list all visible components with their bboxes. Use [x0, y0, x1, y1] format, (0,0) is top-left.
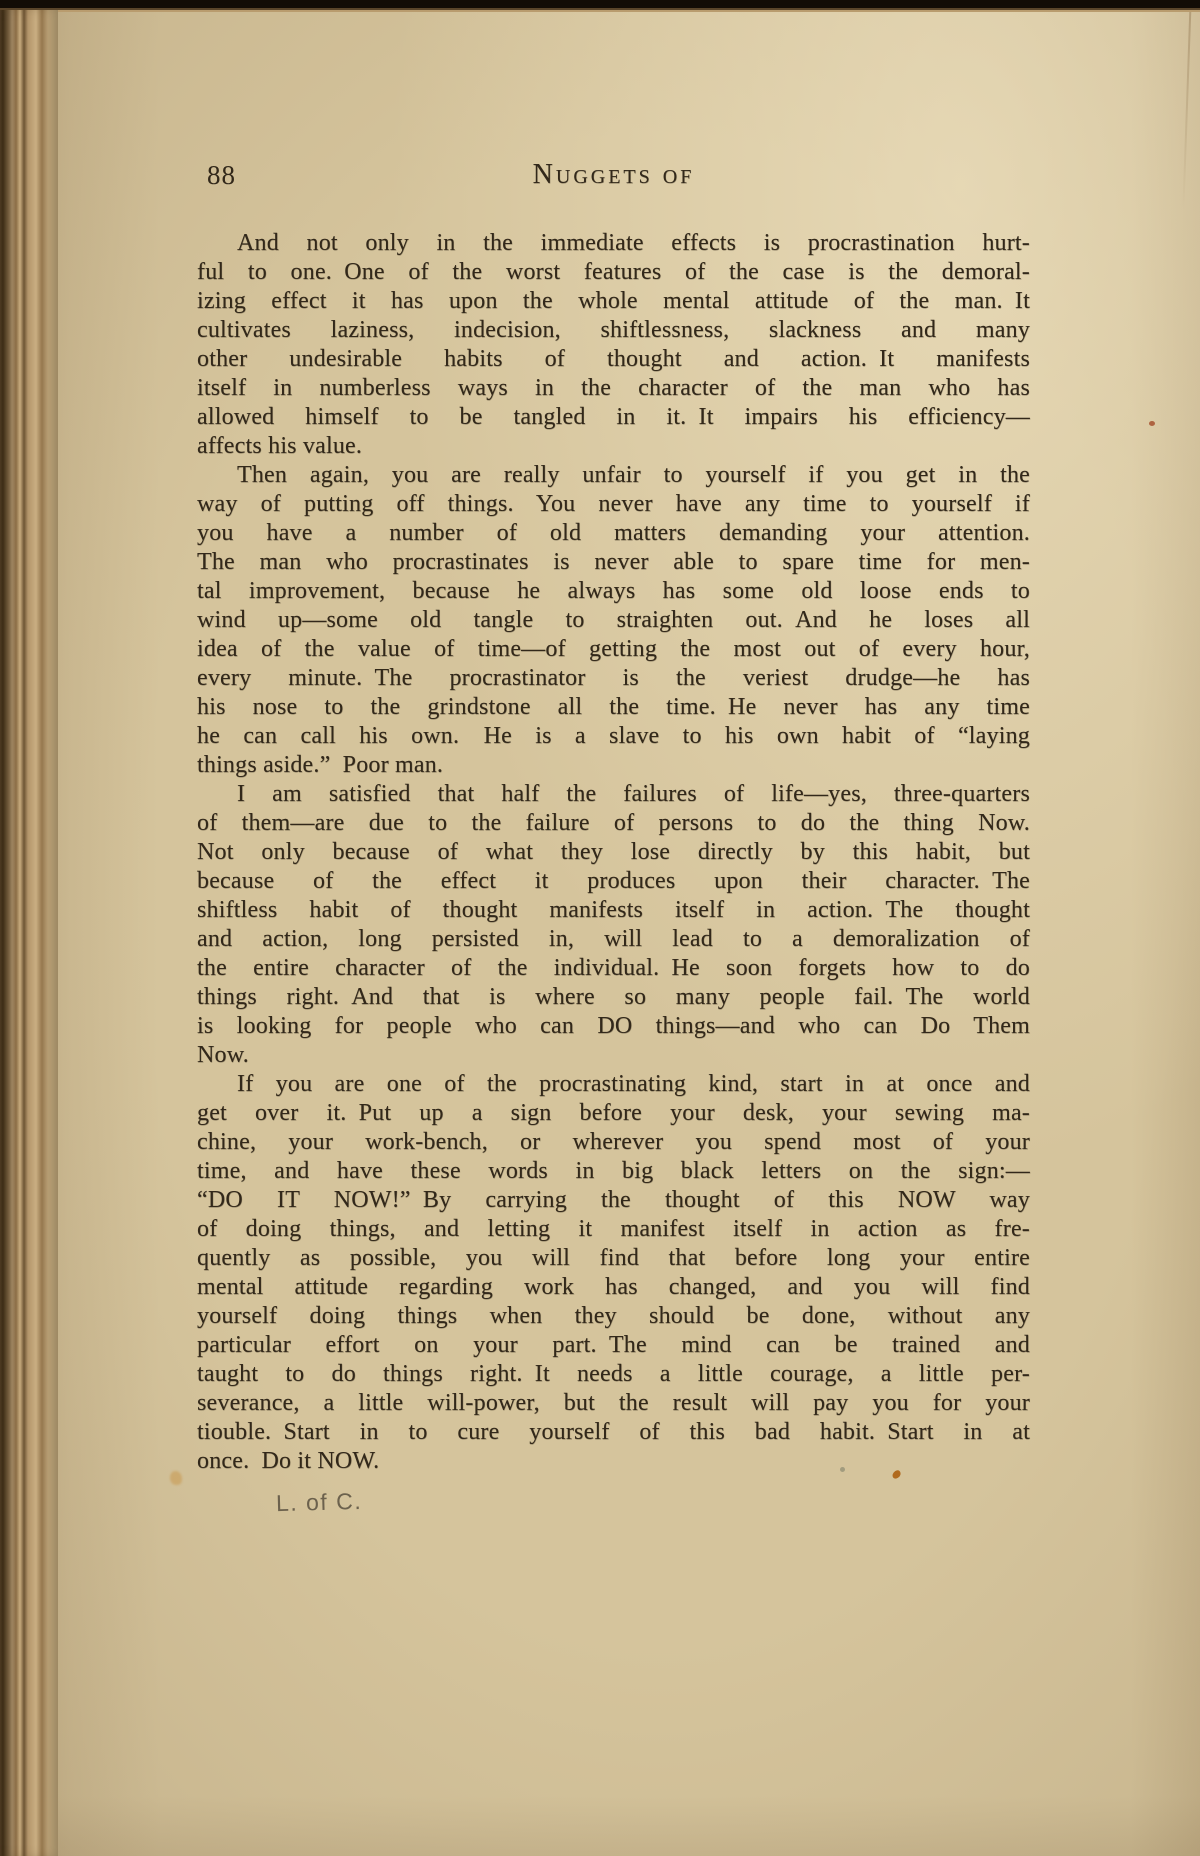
- text-line: I am satisfied that half the failures of life—yes, three-quarters: [237, 781, 1030, 807]
- text-line: of them—are due to the failure of persons to do the thing Now.: [197, 810, 1030, 836]
- text-line: If you are one of the procrastinating kind, start in at once and: [237, 1071, 1030, 1097]
- text-line: every minute. The procrastinator is the veriest drudge—he has: [197, 665, 1030, 691]
- text-line: ful to one. One of the worst features of the case is the demoral-: [197, 259, 1030, 285]
- text-line: tiouble. Start in to cure yourself of this bad habit. Start in at: [197, 1419, 1030, 1445]
- text-line: idea of the value of time—of getting the most out of every hour,: [197, 636, 1030, 662]
- text-line: izing effect it has upon the whole mental attitude of the man. It: [197, 288, 1030, 314]
- body-text: [197, 229, 1030, 1476]
- paragraph: [197, 1070, 1030, 1476]
- text-line: he can call his own. He is a slave to his own habit of “laying: [197, 723, 1030, 749]
- ink-speck: [1149, 421, 1155, 426]
- text-line: time, and have these words in big black letters on the sign:—: [197, 1158, 1030, 1184]
- paragraph: [197, 780, 1030, 1070]
- text-line: get over it. Put up a sign before your desk, your sewing ma-: [197, 1100, 1030, 1126]
- text-line: The man who procrastinates is never able to spare time for men-: [197, 549, 1030, 575]
- library-of-congress-stamp: L. of C.: [275, 1487, 363, 1517]
- text-line: his nose to the grindstone all the time. He never has any time: [197, 694, 1030, 720]
- text-line: cultivates laziness, indecision, shiftlessness, slackness and many: [197, 317, 1030, 343]
- book-edge-left: [0, 10, 58, 1856]
- text-line: chine, your work-bench, or wherever you spend most of your: [197, 1129, 1030, 1155]
- text-line: “DO IT NOW!” By carrying the thought of this NOW way: [197, 1187, 1030, 1213]
- paper-stain: [170, 1471, 182, 1485]
- text-line: Then again, you are really unfair to yourself if you get in the: [237, 462, 1030, 488]
- book-edge-top: [0, 0, 1200, 12]
- text-line: things right. And that is where so many people fail. The world: [197, 984, 1030, 1010]
- ink-speck: [840, 1467, 845, 1472]
- text-line: is looking for people who can DO things—and who can Do Them: [197, 1013, 1030, 1039]
- text-line: other undesirable habits of thought and action. It manifests: [197, 346, 1030, 372]
- text-line: the entire character of the individual. He soon forgets how to do: [197, 955, 1030, 981]
- text-line: particular effort on your part. The mind can be trained and: [197, 1332, 1030, 1358]
- page-corner-crease: [1182, 0, 1191, 210]
- text-line: And not only in the immediate effects is procrastination hurt-: [237, 230, 1030, 256]
- text-line: yourself doing things when they should be done, without any: [197, 1303, 1030, 1329]
- text-line: quently as possible, you will find that before long your entire: [197, 1245, 1030, 1271]
- text-line: severance, a little will-power, but the result will pay you for your: [197, 1390, 1030, 1416]
- text-line: wind up—some old tangle to straighten out. And he loses all: [197, 607, 1030, 633]
- text-line: of doing things, and letting it manifest itself in action as fre-: [197, 1216, 1030, 1242]
- paragraph: [197, 229, 1030, 461]
- text-line: you have a number of old matters demanding your attention.: [197, 520, 1030, 546]
- text-line: mental attitude regarding work has changed, and you will find: [197, 1274, 1030, 1300]
- text-line: way of putting off things. You never have any time to yourself if: [197, 491, 1030, 517]
- text-line: itself in numberless ways in the character of the man who has: [197, 375, 1030, 401]
- running-title: Nuggets of: [532, 159, 695, 190]
- text-line: taught to do things right. It needs a little courage, a little per-: [197, 1361, 1030, 1387]
- text-line: tal improvement, because he always has some old loose ends to: [197, 578, 1030, 604]
- text-line: shiftless habit of thought manifests itself in action. The thought: [197, 897, 1030, 923]
- text-line: and action, long persisted in, will lead to a demoralization of: [197, 926, 1030, 952]
- text-line: affects his value.: [197, 433, 363, 459]
- text-line: Now.: [197, 1042, 249, 1068]
- paragraph: [197, 461, 1030, 780]
- text-line: once. Do it NOW.: [197, 1448, 380, 1474]
- text-line: Not only because of what they lose directly by this habit, but: [197, 839, 1030, 865]
- page-number: 88: [207, 160, 236, 190]
- text-line: things aside.” Poor man.: [197, 752, 444, 778]
- text-line: allowed himself to be tangled in it. It impairs his efficiency—: [197, 404, 1030, 430]
- text-line: because of the effect it produces upon their character. The: [197, 868, 1030, 894]
